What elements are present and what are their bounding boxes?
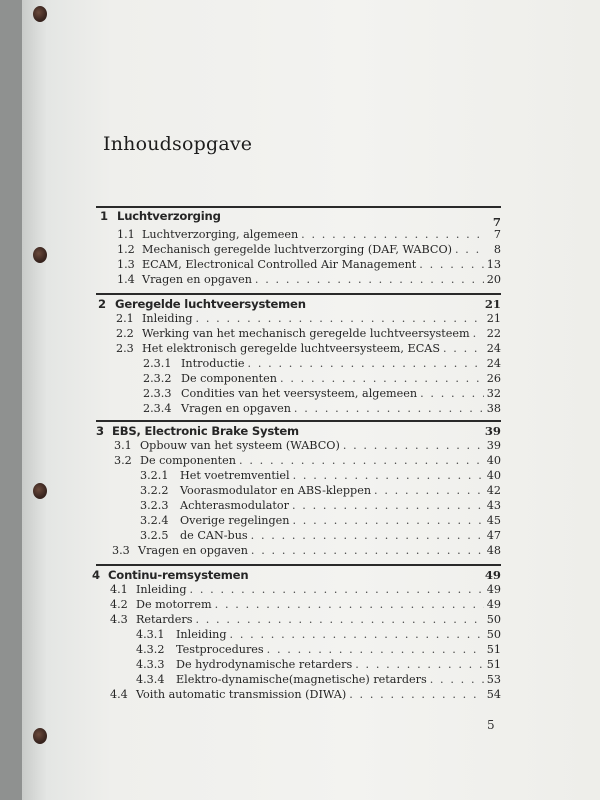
- entry-page: 40: [486, 454, 501, 467]
- toc-entry: [110, 688, 501, 702]
- toc-subentry: [140, 484, 501, 498]
- entry-title: Luchtverzorging: [117, 209, 221, 223]
- entry-number: 4.3: [110, 613, 128, 626]
- entry-title: Opbouw van het systeem (WABCO): [140, 439, 340, 452]
- chapter-heading: [96, 424, 501, 438]
- punch-hole-3: [33, 483, 47, 499]
- entry-title: Inleiding: [136, 583, 187, 596]
- entry-page: 21: [486, 312, 501, 325]
- entry-title: Vragen en opgaven: [181, 402, 291, 415]
- entry-page: 43: [486, 499, 501, 512]
- entry-page: 51: [486, 643, 501, 656]
- entry-title: Vragen en opgaven: [138, 544, 248, 557]
- toc-subentry: [140, 514, 501, 528]
- toc-entry: [116, 327, 501, 341]
- toc-entry: [110, 583, 501, 597]
- chapter-heading: [98, 297, 501, 311]
- entry-page: 24: [486, 357, 501, 370]
- entry-page: 50: [486, 613, 501, 626]
- entry-number: 1.1: [117, 228, 135, 241]
- toc-entry: [114, 454, 501, 468]
- dot-leader: [301, 228, 484, 242]
- entry-title: de CAN-bus: [180, 529, 248, 542]
- dot-leader: [230, 628, 484, 642]
- toc-entry: [116, 342, 501, 356]
- toc-subentry: [143, 402, 501, 416]
- punch-hole-4: [33, 728, 47, 744]
- dot-leader: [355, 658, 484, 672]
- dot-leader: [473, 327, 484, 341]
- entry-number: 2.3.4: [143, 402, 172, 415]
- entry-title: Vragen en opgaven: [142, 273, 252, 286]
- entry-title: Achterasmodulator: [180, 499, 289, 512]
- entry-title: Inleiding: [142, 312, 193, 325]
- punch-hole-1: [33, 6, 47, 22]
- dot-leader: [267, 643, 484, 657]
- entry-page: 8: [493, 243, 501, 256]
- entry-number: 4.4: [110, 688, 128, 701]
- entry-title: ECAM, Electronical Controlled Air Management: [142, 258, 417, 271]
- entry-number: 3.2.5: [140, 529, 169, 542]
- entry-title: Overige regelingen: [180, 514, 290, 527]
- dot-leader: [343, 439, 484, 453]
- entry-number: 2.3.1: [143, 357, 172, 370]
- chapter-heading: [92, 568, 501, 582]
- entry-title: Testprocedures: [176, 643, 264, 656]
- entry-number: 2.3: [116, 342, 134, 355]
- entry-title: Inleiding: [176, 628, 227, 641]
- toc-entry: [112, 544, 501, 558]
- dot-leader: [292, 499, 484, 513]
- entry-number: 4.3.2: [136, 643, 165, 656]
- entry-title: Voorasmodulator en ABS-kleppen: [180, 484, 372, 497]
- entry-page: 45: [486, 514, 501, 527]
- entry-page: 53: [486, 673, 501, 686]
- entry-number: 1.3: [117, 258, 135, 271]
- toc-subentry: [143, 357, 501, 371]
- toc-entry: [117, 273, 501, 287]
- entry-number: 4: [92, 568, 101, 582]
- dot-leader: [190, 583, 484, 597]
- entry-title: Het voetremventiel: [180, 469, 290, 482]
- entry-number: 4.3.1: [136, 628, 165, 641]
- entry-number: 3.2.4: [140, 514, 169, 527]
- dot-leader: [280, 372, 484, 386]
- entry-page: 26: [486, 372, 501, 385]
- toc-subentry: [136, 673, 501, 687]
- dot-leader: [251, 529, 484, 543]
- entry-page: 7: [493, 228, 501, 241]
- dot-leader: [349, 688, 484, 702]
- dot-leader: [419, 258, 483, 272]
- entry-title: Mechanisch geregelde luchtverzorging (DAF, WABCO): [142, 243, 452, 256]
- entry-number: 4.3.3: [136, 658, 165, 671]
- entry-page: 21: [484, 297, 501, 311]
- dot-leader: [239, 454, 484, 468]
- entry-title: EBS, Electronic Brake System: [112, 424, 299, 438]
- entry-page: 51: [486, 658, 501, 671]
- entry-number: 4.2: [110, 598, 128, 611]
- dot-leader: [420, 387, 484, 401]
- entry-number: 3.2.2: [140, 484, 169, 497]
- toc-subentry: [136, 628, 501, 642]
- dot-leader: [293, 469, 484, 483]
- punch-hole-2: [33, 247, 47, 263]
- toc-subentry: [143, 372, 501, 386]
- entry-number: 3.2.3: [140, 499, 169, 512]
- show-through-text: [102, 22, 106, 37]
- entry-number: 3: [96, 424, 105, 438]
- entry-page: 22: [486, 327, 501, 340]
- entry-title: De motorrem: [136, 598, 212, 611]
- entry-page: 47: [486, 529, 501, 542]
- toc-entry: [116, 312, 501, 326]
- toc-subentry: [136, 643, 501, 657]
- entry-page: 7: [492, 215, 501, 229]
- entry-page: 49: [486, 598, 501, 611]
- entry-page: 13: [486, 258, 501, 271]
- entry-page: 39: [486, 439, 501, 452]
- toc-entry: [114, 439, 501, 453]
- toc-subentry: [143, 387, 501, 401]
- entry-number: 1.2: [117, 243, 135, 256]
- entry-page: 38: [486, 402, 501, 415]
- entry-number: 4.1: [110, 583, 128, 596]
- entry-title: Condities van het veersysteem, algemeen: [181, 387, 418, 400]
- entry-page: 40: [486, 469, 501, 482]
- dot-leader: [430, 673, 484, 687]
- toc-subentry: [136, 658, 501, 672]
- entry-page: 20: [486, 273, 501, 286]
- page-title: Inhoudsopgave: [103, 133, 253, 155]
- entry-title: Elektro-dynamische(magnetische) retarders: [176, 673, 427, 686]
- dot-leader: [292, 514, 483, 528]
- entry-page: 49: [486, 583, 501, 596]
- toc-subentry: [140, 529, 501, 543]
- dot-leader: [251, 544, 484, 558]
- entry-title: De componenten: [140, 454, 237, 467]
- toc-entry: [117, 243, 501, 257]
- entry-number: 4.3.4: [136, 673, 165, 686]
- entry-number: 2.1: [116, 312, 134, 325]
- entry-number: 3.2: [114, 454, 132, 467]
- toc-entry: [117, 258, 501, 272]
- dot-leader: [455, 243, 484, 257]
- entry-page: 42: [486, 484, 501, 497]
- entry-page: 54: [486, 688, 501, 701]
- entry-number: 1.4: [117, 273, 135, 286]
- entry-number: 1: [100, 209, 109, 223]
- entry-title: Werking van het mechanisch geregelde luchtveersysteem: [142, 327, 470, 340]
- chapter-rule: [96, 206, 501, 208]
- entry-number: 3.2.1: [140, 469, 169, 482]
- entry-number: 2.3.2: [143, 372, 172, 385]
- toc-subentry: [140, 499, 501, 513]
- entry-title: Luchtverzorging, algemeen: [142, 228, 299, 241]
- chapter-rule: [96, 564, 501, 566]
- entry-page: 49: [484, 568, 501, 582]
- dot-leader: [215, 598, 484, 612]
- dot-leader: [294, 402, 484, 416]
- chapter-heading: [100, 209, 501, 229]
- entry-page: 48: [486, 544, 501, 557]
- toc-entry: [117, 228, 501, 242]
- entry-title: Retarders: [136, 613, 193, 626]
- entry-page: 39: [484, 424, 501, 438]
- entry-title: Voith automatic transmission (DIWA): [136, 688, 347, 701]
- toc-entry: [110, 613, 501, 627]
- entry-title: Continu-remsystemen: [108, 568, 249, 582]
- entry-number: 2.2: [116, 327, 134, 340]
- dot-leader: [196, 312, 484, 326]
- dot-leader: [195, 613, 483, 627]
- entry-title: De hydrodynamische retarders: [176, 658, 353, 671]
- entry-page: 50: [486, 628, 501, 641]
- dot-leader: [255, 273, 484, 287]
- entry-number: 3.3: [112, 544, 130, 557]
- entry-number: 3.1: [114, 439, 132, 452]
- chapter-rule: [96, 293, 501, 295]
- toc-entry: [110, 598, 501, 612]
- dot-leader: [248, 357, 484, 371]
- entry-page: 24: [486, 342, 501, 355]
- entry-page: 32: [486, 387, 501, 400]
- page-number: 5: [487, 718, 495, 732]
- entry-title: Het elektronisch geregelde luchtveersysteem, ECAS: [142, 342, 440, 355]
- entry-number: 2.3.3: [143, 387, 172, 400]
- entry-number: 2: [98, 297, 107, 311]
- dot-leader: [374, 484, 484, 498]
- toc-subentry: [140, 469, 501, 483]
- entry-title: De componenten: [181, 372, 278, 385]
- chapter-rule: [96, 420, 501, 422]
- dot-leader: [443, 342, 484, 356]
- entry-title: Geregelde luchtveersystemen: [115, 297, 306, 311]
- entry-title: Introductie: [181, 357, 245, 370]
